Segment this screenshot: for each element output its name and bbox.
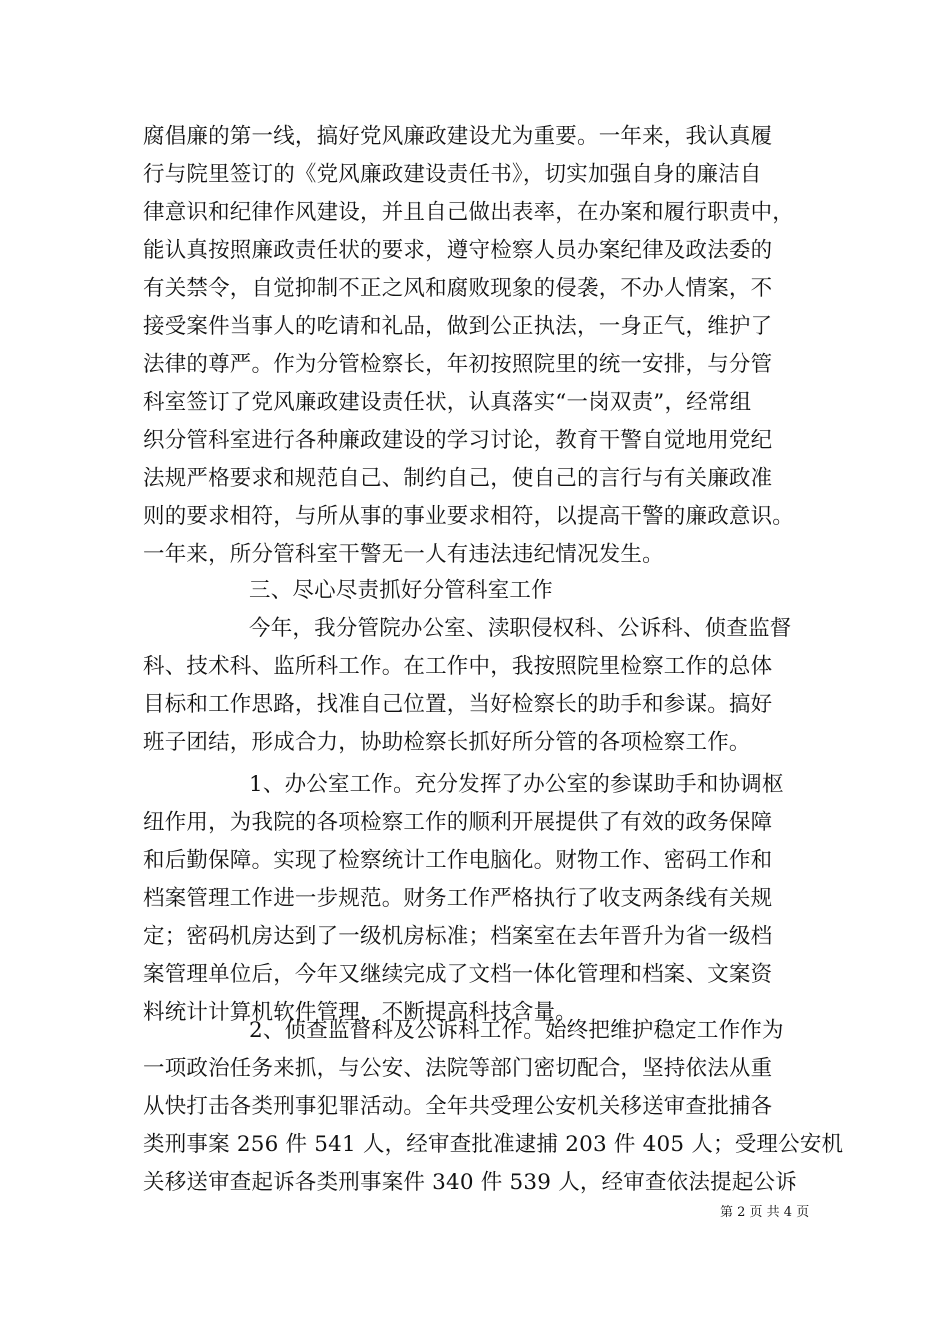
text-line-19: 纽作用，为我院的各项检察工作的顺利开展提供了有效的政务保障	[143, 810, 773, 835]
text-line-3: 律意识和纪律作风建设，并且自己做出表率，在办案和履行职责中，	[143, 200, 795, 225]
text-line-22: 定；密码机房达到了一级机房标准；档案室在去年晋升为省一级档	[143, 924, 773, 949]
text-line-14: 今年，我分管院办公室、渎职侵权科、公诉科、侦查监督	[249, 616, 792, 641]
text-line-5: 有关禁令，自觉抑制不正之风和腐败现象的侵袭，不办人情案，不	[143, 276, 773, 301]
text-line-24: 料统计计算机软件管理，不断提高科技含量。	[143, 1000, 578, 1025]
text-line-1: 腐倡廉的第一线，搞好党风廉政建设尤为重要。一年来，我认真履	[143, 124, 773, 149]
text-line-27: 从快打击各类刑事犯罪活动。全年共受理公安机关移送审查批捕各	[143, 1094, 773, 1119]
text-line-9: 织分管科室进行各种廉政建设的学习讨论，教育干警自觉地用党纪	[143, 428, 773, 453]
text-line-11: 则的要求相符，与所从事的事业要求相符，以提高干警的廉政意识。	[143, 504, 795, 529]
text-line-26: 一项政治任务来抓，与公安、法院等部门密切配合，坚持依法从重	[143, 1056, 773, 1081]
text-line-6: 接受案件当事人的吃请和礼品，做到公正执法，一身正气，维护了	[143, 314, 773, 339]
text-line-8: 科室签订了党风廉政建设责任状，认真落实“一岗双责”，经常组	[143, 390, 752, 415]
text-line-25: 2、侦查监督科及公诉科工作。始终把维护稳定工作作为	[249, 1018, 784, 1043]
text-line-10: 法规严格要求和规范自己、制约自己，使自己的言行与有关廉政准	[143, 466, 773, 491]
section-heading: 三、尽心尽责抓好分管科室工作	[249, 578, 553, 603]
text-line-2: 行与院里签订的《党风廉政建设责任书》，切实加强自身的廉洁自	[143, 162, 762, 187]
text-line-4: 能认真按照廉政责任状的要求，遵守检察人员办案纪律及政法委的	[143, 238, 773, 263]
text-line-21: 档案管理工作进一步规范。财务工作严格执行了收支两条线有关规	[143, 886, 773, 911]
text-line-20: 和后勤保障。实现了检察统计工作电脑化。财物工作、密码工作和	[143, 848, 773, 873]
text-line-18: 1、办公室工作。充分发挥了办公室的参谋助手和协调枢	[249, 772, 784, 797]
text-line-12: 一年来，所分管科室干警无一人有违法违纪情况发生。	[143, 542, 664, 567]
text-line-28: 类刑事案 256 件 541 人，经审查批准逮捕 203 件 405 人；受理公安机	[143, 1132, 844, 1157]
page-number-footer: 第 2 页 共 4 页	[720, 1205, 810, 1220]
text-line-23: 案管理单位后，今年又继续完成了文档一体化管理和档案、文案资	[143, 962, 773, 987]
text-line-29: 关移送审查起诉各类刑事案件 340 件 539 人，经审查依法提起公诉	[143, 1170, 797, 1195]
text-line-16: 目标和工作思路，找准自己位置，当好检察长的助手和参谋。搞好	[143, 692, 773, 717]
text-line-15: 科、技术科、监所科工作。在工作中，我按照院里检察工作的总体	[143, 654, 773, 679]
text-line-17: 班子团结，形成合力，协助检察长抓好所分管的各项检察工作。	[143, 730, 751, 755]
text-line-7: 法律的尊严。作为分管检察长，年初按照院里的统一安排，与分管	[143, 352, 773, 377]
